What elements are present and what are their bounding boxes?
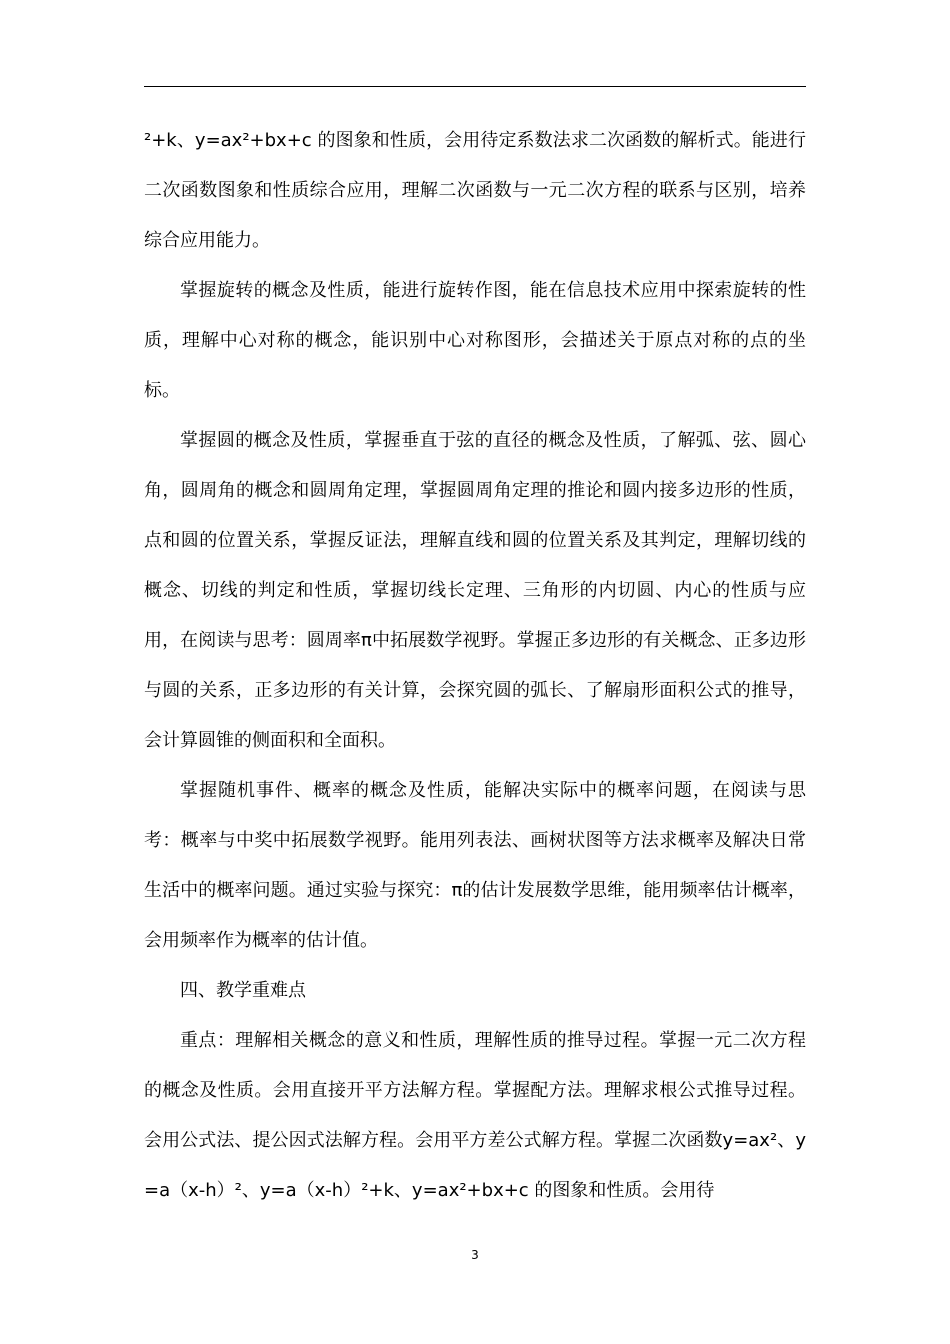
section-heading: 四、教学重难点	[180, 980, 306, 1001]
paragraph-probability: 掌握随机事件、概率的概念及性质，能解决实际中的概率问题，在阅读与思考：概率与中奖中拓展数学视野。能用列表法、画树状图等方法求概率及解决日常生活中的概率问题。通过实验与探究：π的估计发展数学思维，能用频率估计概率，会用频率作为概率的估计值。	[144, 780, 806, 951]
paragraph-continuation: ²+k、y=ax²+bx+c 的图象和性质，会用待定系数法求二次函数的解析式。能进行二次函数图象和性质综合应用，理解二次函数与一元二次方程的联系与区别，培养综合应用能力。	[144, 130, 806, 251]
page-number: 3	[471, 1248, 479, 1262]
paragraph-key-points: 重点：理解相关概念的意义和性质，理解性质的推导过程。掌握一元二次方程的概念及性质。会用直接开平方法解方程。掌握配方法。理解求根公式推导过程。会用公式法、提公因式法解方程。会用平方差公式解方程。掌握二次函数y=ax²、y=a（x-h）²、y=a（x-h）²+k、y=ax²+bx+c 的图象和性质。会用待	[144, 1030, 806, 1201]
paragraph-circle: 掌握圆的概念及性质，掌握垂直于弦的直径的概念及性质，了解弧、弦、圆心角，圆周角的概念和圆周角定理，掌握圆周角定理的推论和圆内接多边形的性质，点和圆的位置关系，掌握反证法，理解直线和圆的位置关系及其判定，理解切线的概念、切线的判定和性质，掌握切线长定理、三角形的内切圆、内心的性质与应用，在阅读与思考：圆周率π中拓展数学视野。掌握正多边形的有关概念、正多边形与圆的关系，正多边形的有关计算，会探究圆的弧长、了解扇形面积公式的推导，会计算圆锥的侧面积和全面积。	[144, 430, 806, 751]
paragraph-rotation: 掌握旋转的概念及性质，能进行旋转作图，能在信息技术应用中探索旋转的性质，理解中心对称的概念，能识别中心对称图形，会描述关于原点对称的点的坐标。	[144, 280, 806, 401]
document-body	[144, 116, 806, 1216]
header-rule	[144, 86, 806, 87]
